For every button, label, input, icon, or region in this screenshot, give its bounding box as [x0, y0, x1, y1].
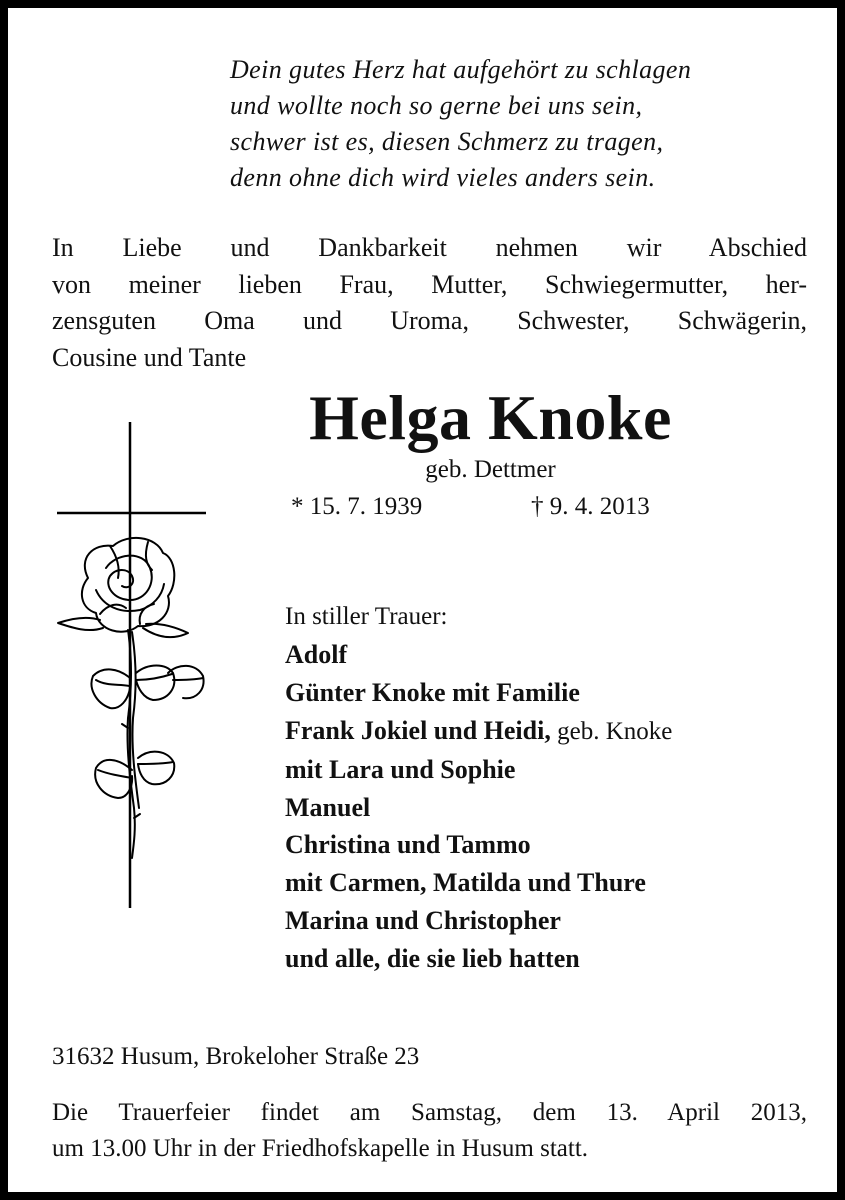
mourner-name: mit Lara und Sophie: [285, 754, 516, 784]
cross-and-rose-illustration: [48, 418, 218, 918]
intro-line: Cousine und Tante: [52, 342, 247, 372]
mourner-name: Christina und Tammo: [285, 830, 531, 860]
mourners-heading: In stiller Trauer:: [285, 603, 448, 630]
intro-line: In Liebe und Dankbarkeit nehmen wir Abschied: [52, 233, 807, 262]
mourner-birth-name: geb. Knoke: [550, 717, 673, 745]
memorial-poem: [230, 52, 820, 196]
mourner-name: Marina und Christopher: [285, 906, 561, 936]
service-line: Die Trauerfeier findet am Samstag, dem 13. April 2013,: [52, 1099, 807, 1126]
mourner-name: mit Carmen, Matilda und Thure: [285, 868, 646, 898]
mourner-name: Manuel: [285, 792, 371, 822]
poem-line: und wollte noch so gerne bei uns sein,: [230, 91, 643, 120]
mourner-name: Frank Jokiel und Heidi,: [285, 715, 551, 745]
mourner-name: Günter Knoke mit Familie: [285, 677, 580, 707]
intro-line: von meiner lieben Frau, Mutter, Schwiegermutter, her-: [52, 269, 807, 299]
address: 31632 Husum, Brokeloher Straße 23: [52, 1043, 420, 1070]
mourner-name: Adolf: [285, 639, 348, 669]
poem-line: schwer ist es, diesen Schmerz zu tragen,: [230, 127, 664, 156]
deceased-name: Helga Knoke: [309, 382, 672, 453]
intro-line: zensguten Oma und Uroma, Schwester, Schwägerin,: [52, 306, 807, 335]
birth-date: * 15. 7. 1939: [291, 493, 423, 520]
poem-line: denn ohne dich wird vieles anders sein.: [230, 163, 656, 192]
death-date: † 9. 4. 2013: [531, 493, 650, 520]
service-line: um 13.00 Uhr in der Friedhofskapelle in Husum statt.: [52, 1135, 589, 1162]
farewell-intro: [52, 230, 807, 376]
mourner-name: und alle, die sie lieb hatten: [285, 944, 580, 974]
poem-line: Dein gutes Herz hat aufgehört zu schlagen: [230, 55, 692, 84]
funeral-service-info: [52, 1095, 807, 1167]
deceased-birth-name: geb. Dettmer: [425, 456, 556, 483]
mourner-line: [285, 712, 815, 751]
mourners-list: [285, 598, 815, 978]
